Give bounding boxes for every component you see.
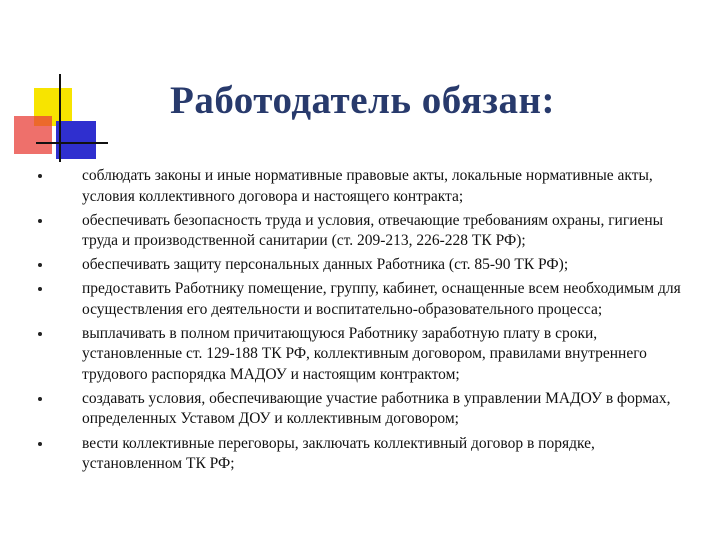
bullet-icon — [38, 397, 42, 401]
list-item-text: обеспечивать защиту персональных данных Работника (ст. 85-90 ТК РФ); — [82, 256, 569, 274]
bullet-icon — [38, 174, 42, 178]
list-item — [38, 279, 698, 320]
list-item — [38, 389, 698, 430]
list-item — [38, 255, 698, 276]
list-item-text: соблюдать законы и иные нормативные правовые акты, локальные нормативные акты, условия коллективного договора и настоящего контракта; — [82, 167, 653, 205]
red-square — [14, 116, 52, 154]
list-item — [38, 211, 698, 252]
list-item-text: обеспечивать безопасность труда и условия, отвечающие требованиям охраны, гигиены труда и производственной санитарии (ст. 209-213, 226-228 ТК РФ); — [82, 211, 664, 250]
obligations-list — [38, 166, 698, 478]
list-item-text: выплачивать в полном причитающуюся Работнику заработную плату в сроки, установленные ст. 129-188 ТК РФ, коллективным договором, правилами внутреннего трудового распорядка МАДОУ и настоящим контрактом; — [82, 324, 647, 383]
list-item — [38, 166, 698, 207]
list-item — [38, 324, 698, 386]
slide-title: Работодатель обязан: — [170, 79, 556, 122]
list-item-text: вести коллективные переговоры, заключать коллективный договор в порядке, установленном ТК РФ; — [82, 434, 595, 473]
blue-square — [56, 121, 96, 159]
bullet-icon — [38, 287, 42, 291]
list-item-text: создавать условия, обеспечивающие участие работника в управлении МАДОУ в формах, определенных Уставом ДОУ и коллективным договором; — [82, 389, 671, 428]
bullet-icon — [38, 442, 42, 446]
decorative-squares — [0, 0, 110, 170]
bullet-icon — [38, 219, 42, 223]
bullet-icon — [38, 263, 42, 267]
list-item-text: предоставить Работнику помещение, группу, кабинет, оснащенные всем необходимым для осуществления его деятельности и воспитательно-образовательного процесса; — [82, 280, 681, 318]
list-item — [38, 434, 698, 475]
bullet-icon — [38, 332, 42, 336]
